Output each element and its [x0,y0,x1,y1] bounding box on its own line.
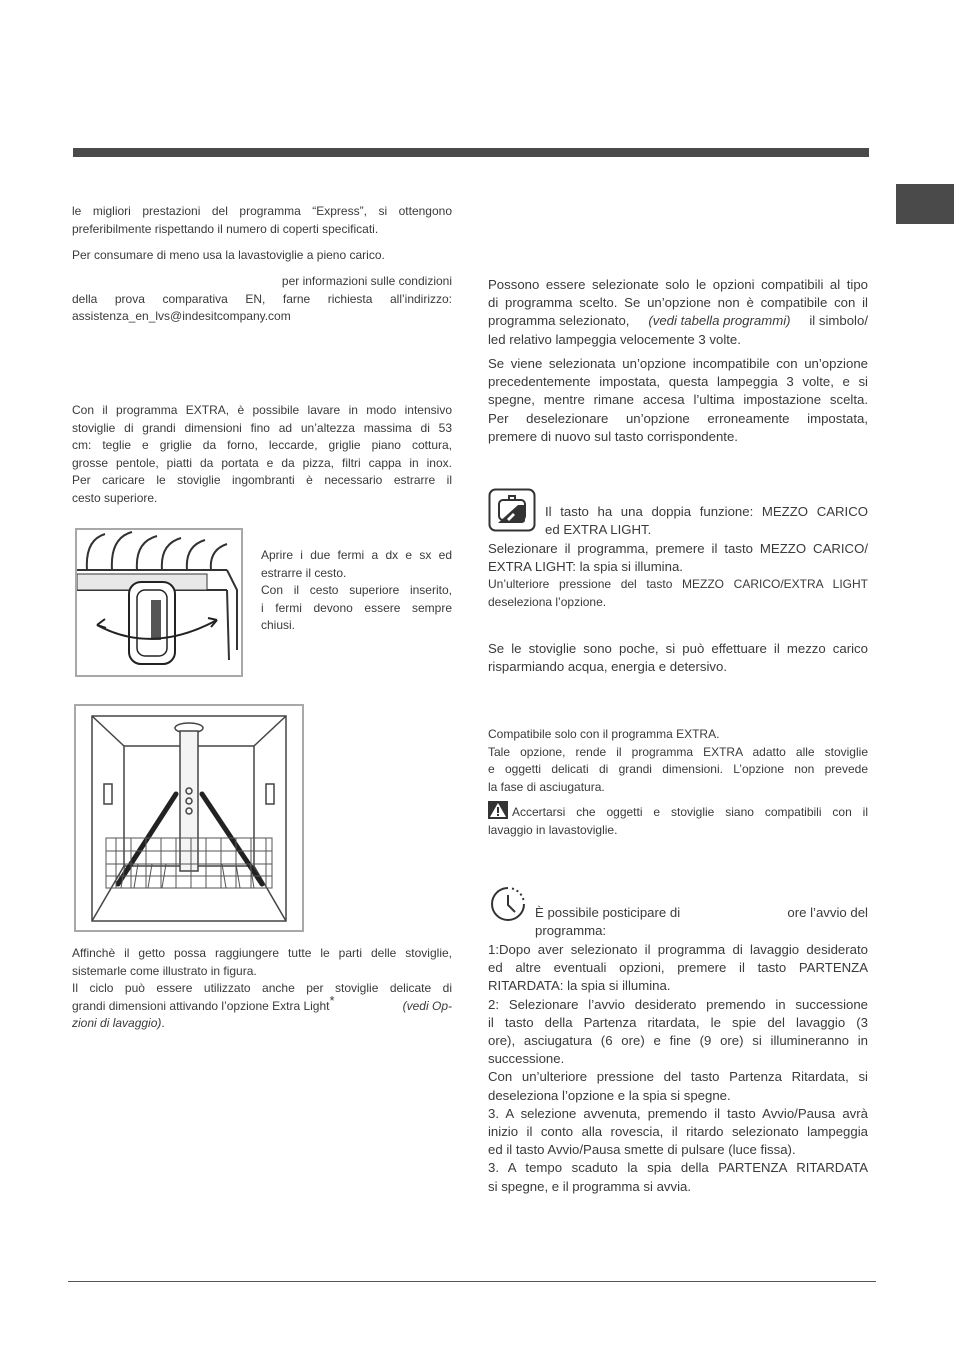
text-line: spegne, mentre rimane accesa l’ultima impostazione scelta. [488,392,868,408]
text-line: 2: Selezionare l’avvio desiderato premendo in successione [488,996,868,1012]
warning-paragraph [488,804,868,839]
options-reference: (vedi Op- [402,998,452,1013]
text-line: Con un’ulteriore pressione del tasto Partenza Ritardata, si [488,1069,868,1085]
text-line: cm: teglie e griglie da forno, leccarde, griglie piano cottura, [72,438,452,453]
text-line: Compatibile solo con il programma EXTRA. [488,727,720,741]
text-line: ore), asciugatura (6 ore) e fine (9 ore) si illumineranno in [488,1033,868,1049]
text-line: risparmiando acqua, energia e detersivo. [488,659,727,675]
text-line: di programma scelto. Se un’opzione non è compatibile con il [488,295,868,311]
text-line: preferibilmente rispettando il numero di coperti specificati. [72,221,379,236]
text-line: estrarre il cesto. [261,565,347,580]
half-load-select [488,540,868,576]
text-line: Il ciclo può essere utilizzato anche per stoviglie delicate di [72,981,452,996]
options-intro [488,276,868,349]
text-line: deseleziona l’opzione e la spia si spegne. [488,1087,731,1103]
text-line: il tasto della Partenza ritardata, le spie del lavaggio (3 [488,1014,868,1030]
text-line: 3. A tempo scaduto la spia della PARTENZA RITARDATA [488,1160,868,1176]
half-load-function [545,503,868,539]
text-line: e oggetti delicati di grandi dimensioni. L’opzione non prevede [488,762,868,777]
clock-icon [488,884,528,924]
text-line: programma: [535,923,607,939]
text-line [535,904,868,922]
text-fragment: il simbolo/ [809,313,868,329]
text-line: EXTRA LIGHT: la spia si illumina. [488,559,683,575]
text-line [72,992,452,1016]
text-fragment: programma selezionato, [488,313,630,329]
extra-paragraph [72,402,452,508]
half-load-icon-drawing [488,488,536,532]
delay-intro [535,904,868,940]
text-line: della prova comparativa EN, farne richiesta all’indirizzo: [72,291,452,306]
text-line: la fase di asciugatura. [488,779,605,794]
text-line [488,312,868,330]
program-table-reference: (vedi tabella programmi) [648,313,791,329]
basket-caption [261,547,452,635]
text-line: premere di nuovo sul tasto corrispondente. [488,428,738,444]
text-line: Se le stoviglie sono poche, si può effettuare il mezzo carico [488,641,868,656]
text-line: sistemarle come illustrato in figura. [72,963,257,978]
basket-latch-illustration [75,528,243,677]
text-line: deseleziona l’opzione. [488,594,607,609]
text-line [72,1015,452,1033]
email-link[interactable]: assistenza_en_lvs@indesitcompany.com [72,309,291,324]
text-line: ed altre eventuali opzioni, premere il tasto PARTENZA [488,960,868,976]
text-line: Con il cesto superiore inserito, [261,583,452,598]
options-reference: zioni di lavaggio) [72,1016,162,1031]
consume-note: Per consumare di meno usa la lavastoviglie a pieno carico. [72,248,385,262]
text-fragment: È possibile posticipare di [535,905,681,920]
half-load-saving [488,640,868,676]
express-note [72,203,452,238]
text-line: le migliori prestazioni del programma “Express”, si ottengono [72,204,452,218]
text-line: Un’ulteriore pressione del tasto MEZZO CARICO/EXTRA LIGHT [488,577,868,591]
text-line: Tale opzione, rende il programma EXTRA adatto alle stoviglie [488,744,868,759]
footnote-star: * [329,992,335,1008]
text-line: stoviglie di grandi dimensioni fino ad un’altezza massima di 53 [72,420,452,435]
info-note [72,273,452,326]
text-line: Per caricare le stoviglie ingombranti è necessario estrarre il [72,473,452,488]
text-line: Affinchè il getto possa raggiungere tutte le parti delle stoviglie, [72,946,452,960]
text-line: RITARDATA: la spia si illumina. [488,978,671,994]
text-line: Aprire i due fermi a dx e sx ed [261,548,452,562]
text-fragment: grandi dimensioni attivando l’opzione Extra Light [72,998,330,1013]
language-tab [896,184,954,224]
text-line: Possono essere selezionate solo le opzioni compatibili al tipo [488,277,868,292]
text-fragment: ore l’avvio del [787,905,868,920]
delay-steps [488,941,868,1196]
text-line: 1:Dopo aver selezionato il programma di lavaggio desiderato [488,942,868,957]
text-line: cesto superiore. [72,490,158,505]
text-line: led relativo lampeggia velocemente 3 volte. [488,331,741,347]
text-line: inizio il conto alla rovescia, il ritardo selezionato lampeggia [488,1124,868,1140]
basket-latch-drawing [77,530,241,675]
text-fragment: . [161,1016,165,1031]
text-line: chiusi. [261,618,296,633]
incompatible-paragraph [488,355,868,446]
text-line: lavaggio in lavastoviglie. [488,822,618,837]
text-line: si spegne, e il programma si avvia. [488,1178,692,1194]
half-load-icon [488,488,536,532]
text-line: Selezionare il programma, premere il tasto MEZZO CARICO/ [488,541,868,556]
extra-light-paragraph [488,726,868,796]
text-line: Per deselezionare un’opzione erroneamente impostata, [488,410,868,426]
dishwasher-interior-drawing [76,706,302,930]
text-line: 3. A selezione avvenuta, premendo il tasto Avvio/Pausa avrà [488,1105,868,1121]
text-line: grosse pentole, piatti da portata e da pizza, filtri cappa in inox. [72,455,452,470]
footer-rule [68,1281,876,1282]
header-rule [73,148,869,157]
text-line: ed EXTRA LIGHT. [545,522,652,538]
half-load-deselect [488,576,868,611]
text-line: ed il tasto Avvio/Pausa smette di pulsare (luce fissa). [488,1142,796,1158]
dishwasher-interior-illustration [74,704,304,932]
text-line: precedentemente impostata, questa lampeggia 3 volte, e si [488,374,868,390]
text-line: successione. [488,1051,565,1067]
jet-paragraph [72,945,452,1033]
text-line: Con il programma EXTRA, è possibile lavare in modo intensivo [72,403,452,417]
delayed-start-icon [488,884,528,924]
text-line: i fermi devono essere sempre [261,600,452,615]
text-line: per informazioni sulle condizioni [281,274,452,288]
text-line: Se viene selezionata un’opzione incompatibile con un’opzione [488,356,868,371]
text-line: Accertarsi che oggetti e stoviglie siano compatibili con il [512,805,868,819]
text-line: Il tasto ha una doppia funzione: MEZZO CARICO [545,504,868,519]
